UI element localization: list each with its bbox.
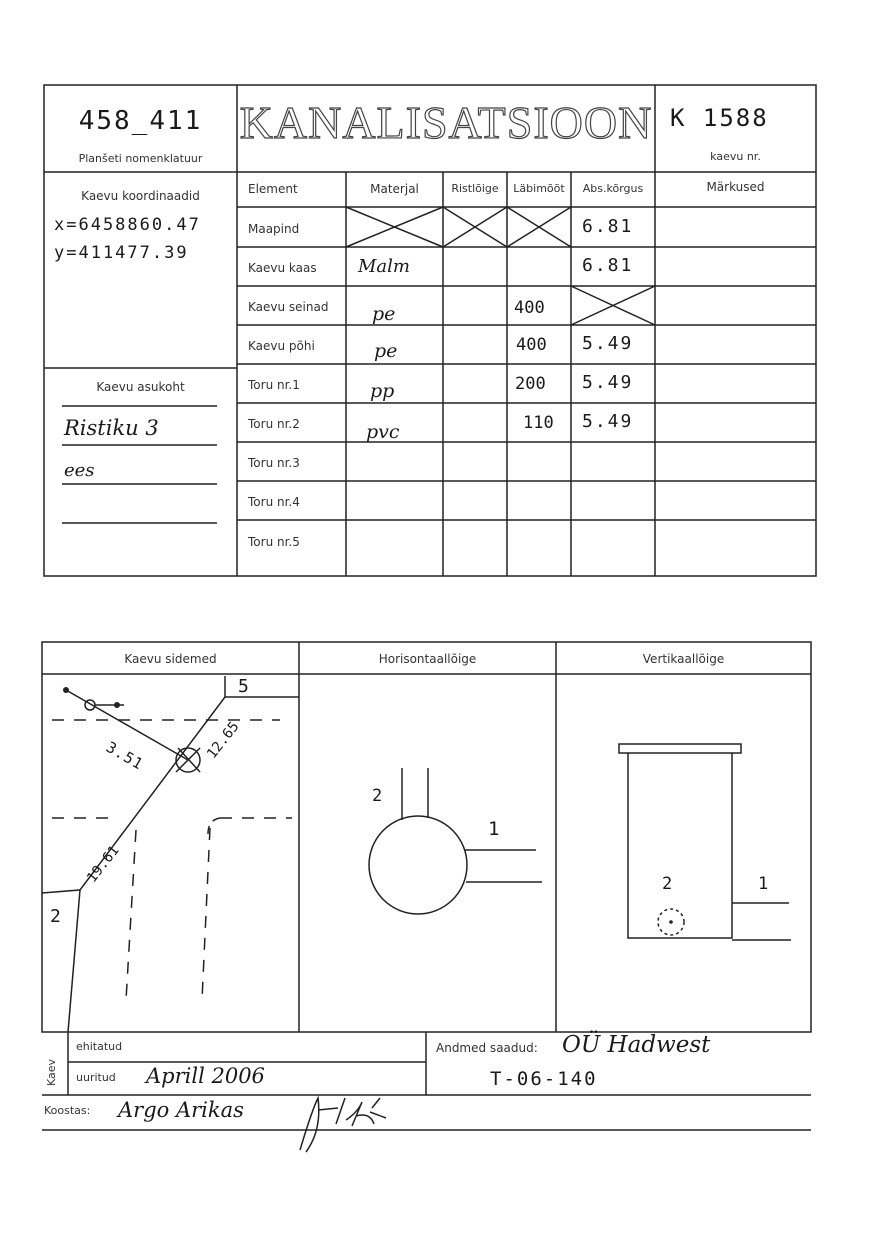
data-from-label: Andmed saadud: (436, 1041, 538, 1055)
vertical-pipe-2: 2 (662, 874, 675, 894)
compiled-value: Argo Arikas (118, 1098, 244, 1122)
row-element: Maapind (248, 222, 300, 236)
well-number-label: kaevu nr. (710, 150, 761, 163)
section-ties-label: Kaevu sidemed (124, 652, 217, 666)
surveyed-value: Aprill 2006 (146, 1064, 265, 1088)
well-number: K 1588 (670, 104, 769, 132)
row-element: Toru nr.2 (248, 417, 300, 431)
row-element: Toru nr.3 (248, 456, 300, 470)
row-element: Toru nr.5 (248, 535, 300, 549)
section-vertical-label: Vertikaallõige (642, 652, 725, 666)
data-from-code: T-06-140 (490, 1068, 598, 1090)
location-line-2: ees (64, 460, 95, 481)
row-material: pvc (366, 421, 400, 443)
coordinate-y: y=411477.39 (54, 243, 189, 263)
row-material: Malm (358, 256, 410, 277)
row-material: pe (374, 340, 398, 362)
row-elevation: 6.81 (582, 255, 634, 276)
signature (295, 1094, 390, 1154)
row-element: Toru nr.4 (248, 495, 300, 509)
coordinate-x: x=6458860.47 (54, 215, 201, 235)
row-element: Kaevu põhi (248, 339, 315, 353)
col-header-element: Element (248, 182, 298, 196)
col-header-elevation: Abs.kõrgus (582, 182, 644, 195)
ties-dim-12-65: 12.65 (204, 718, 243, 762)
vertical-pipe-1: 1 (758, 874, 771, 894)
ties-dim-19-61: 19.61 (84, 842, 123, 886)
row-elevation: 6.81 (582, 216, 634, 237)
col-header-cross-section: Ristlõige (451, 182, 499, 195)
ties-ref-5: 5 (238, 676, 251, 697)
row-element: Toru nr.1 (248, 378, 300, 392)
section-horizontal-label: Horisontaallõige (378, 652, 477, 666)
row-element: Kaevu kaas (248, 261, 317, 275)
coordinates-label: Kaevu koordinaadid (81, 189, 200, 203)
row-elevation: 5.49 (582, 411, 634, 432)
col-header-notes: Märkused (706, 180, 765, 194)
row-material: pe (372, 303, 396, 325)
row-material: pp (370, 380, 395, 402)
row-elevation: 5.49 (582, 333, 634, 354)
row-elevation: 5.49 (582, 372, 634, 393)
sheet-number: 458_411 (78, 106, 203, 136)
compiled-label: Koostas: (44, 1104, 91, 1117)
row-diameter: 110 (523, 413, 554, 433)
built-label: ehitatud (76, 1040, 123, 1053)
form-title: KANALISATSIOON (239, 97, 653, 148)
row-diameter: 400 (514, 298, 545, 318)
col-header-material: Materjal (370, 182, 419, 196)
ties-ref-2: 2 (50, 906, 63, 927)
col-header-diameter: Läbimõõt (513, 182, 565, 195)
data-from-value: OÜ Hadwest (562, 1032, 711, 1058)
location-line-1: Ristiku 3 (64, 416, 159, 440)
row-element: Kaevu seinad (248, 300, 329, 314)
ties-dim-3-51: 3.51 (103, 738, 147, 774)
location-label: Kaevu asukoht (96, 380, 185, 394)
surveyed-label: uuritud (76, 1071, 116, 1084)
footer-side-label: Kaev (45, 1058, 59, 1087)
horizontal-pipe-1: 1 (488, 818, 502, 840)
horizontal-pipe-2: 2 (372, 786, 385, 806)
row-diameter: 400 (516, 335, 547, 355)
row-diameter: 200 (515, 374, 546, 394)
sheet-number-label: Planšeti nomenklatuur (78, 152, 203, 165)
